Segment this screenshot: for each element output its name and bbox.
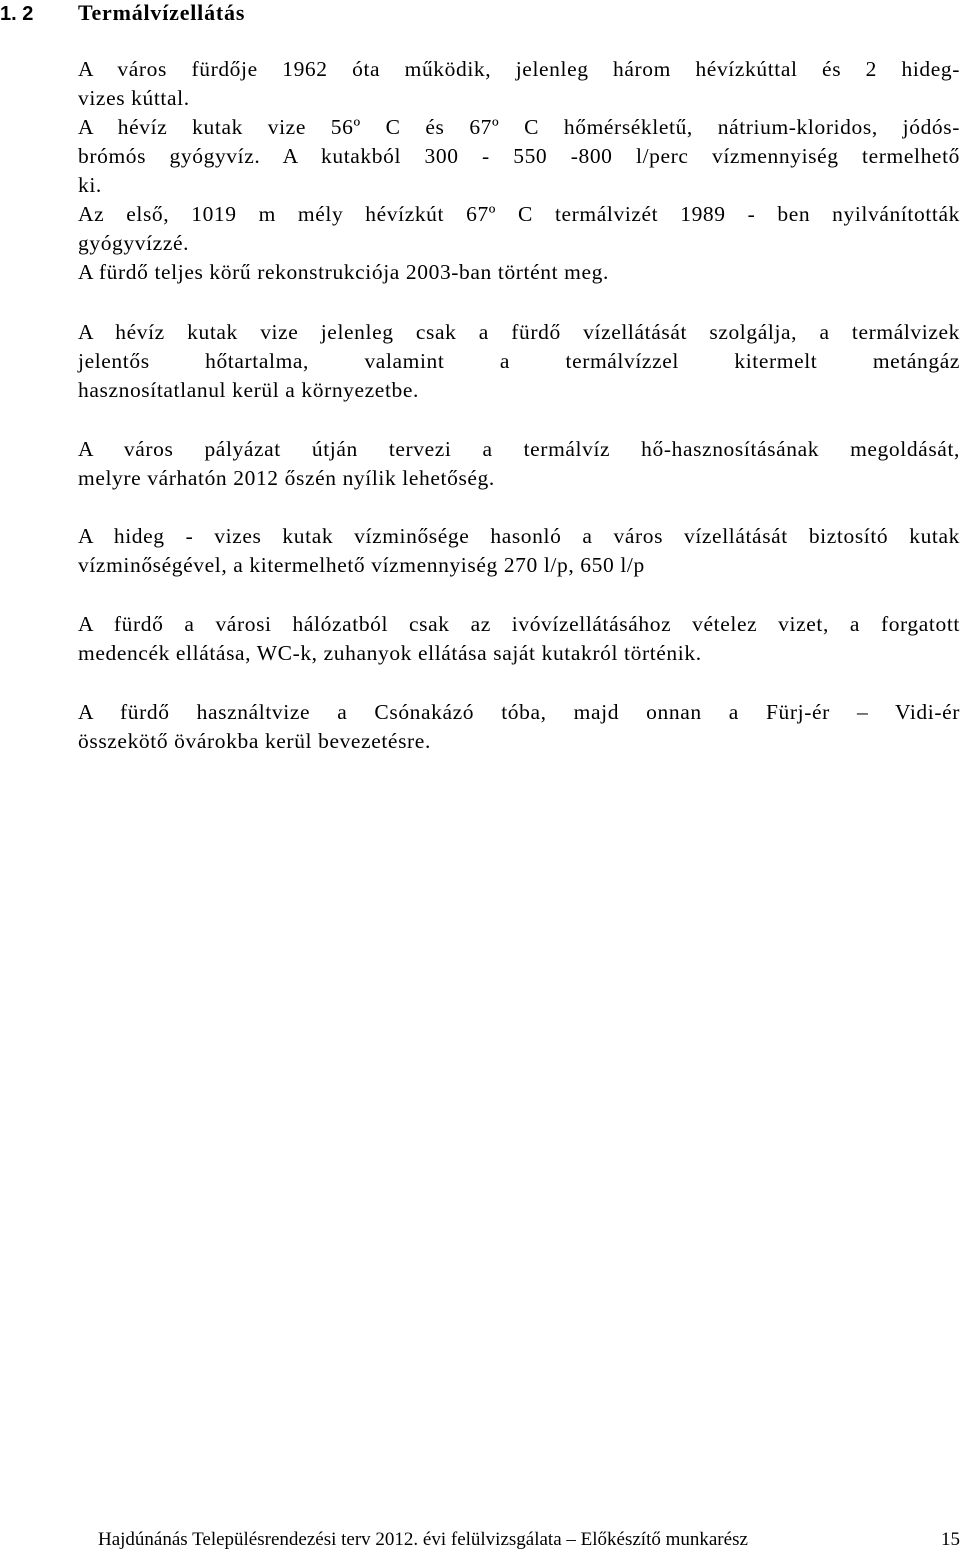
page-number: 15 <box>941 1529 960 1550</box>
text-line: A hévíz kutak vize jelenleg csak a fürdő vízellátását szolgálja, a termálvizek <box>78 320 960 344</box>
text-line: összekötő övárokba kerül bevezetésre. <box>78 729 431 753</box>
text-line: A fürdő használtvize a Csónakázó tóba, majd onnan a Fürj-ér – Vidi-ér <box>78 700 960 724</box>
paragraph-4 <box>78 522 960 580</box>
section-title: Termálvízellátás <box>78 0 246 25</box>
text-line: vizes kúttal. <box>78 86 190 110</box>
footer-text: Hajdúnánás Településrendezési terv 2012. évi felülvizsgálata – Előkészítő munkarész <box>98 1529 748 1550</box>
paragraph-2 <box>78 318 960 405</box>
paragraph-5 <box>78 610 960 668</box>
text-line: hasznosítatlanul kerül a környezetbe. <box>78 378 419 402</box>
section-number: 1. 2 <box>0 3 34 25</box>
text-line: A hideg - vizes kutak vízminősége hasonló a város vízellátását biztosító kutak <box>78 524 960 548</box>
text-line: A fürdő a városi hálózatból csak az ivóvízellátásához vételez vizet, a forgatott <box>78 612 960 636</box>
text-line: ki. <box>78 173 102 197</box>
paragraph-3 <box>78 435 960 493</box>
text-line: Az első, 1019 m mély hévízkút 67º C termálvizét 1989 - ben nyilvánították <box>78 202 960 226</box>
paragraph-6 <box>78 698 960 756</box>
section-heading <box>0 0 245 26</box>
paragraph-1 <box>78 55 960 287</box>
text-line: medencék ellátása, WC-k, zuhanyok ellátása saját kutakról történik. <box>78 641 702 665</box>
text-line: A hévíz kutak vize 56º C és 67º C hőmérsékletű, nátrium-kloridos, jódós- <box>78 115 960 139</box>
text-line: A város fürdője 1962 óta működik, jelenleg három hévízkúttal és 2 hideg- <box>78 57 960 81</box>
text-line: A város pályázat útján tervezi a termálvíz hő-hasznosításának megoldását, <box>78 437 960 461</box>
text-line: melyre várhatón 2012 őszén nyílik lehetőség. <box>78 466 495 490</box>
text-line: vízminőségével, a kitermelhető vízmennyiség 270 l/p, 650 l/p <box>78 553 645 577</box>
text-line: gyógyvízzé. <box>78 231 190 255</box>
page-footer <box>98 1528 960 1552</box>
text-line: jelentős hőtartalma, valamint a termálvízzel kitermelt metángáz <box>78 349 960 373</box>
text-line: A fürdő teljes körű rekonstrukciója 2003-ban történt meg. <box>78 260 609 284</box>
text-line: brómós gyógyvíz. A kutakból 300 - 550 -800 l/perc vízmennyiség termelhető <box>78 144 960 168</box>
